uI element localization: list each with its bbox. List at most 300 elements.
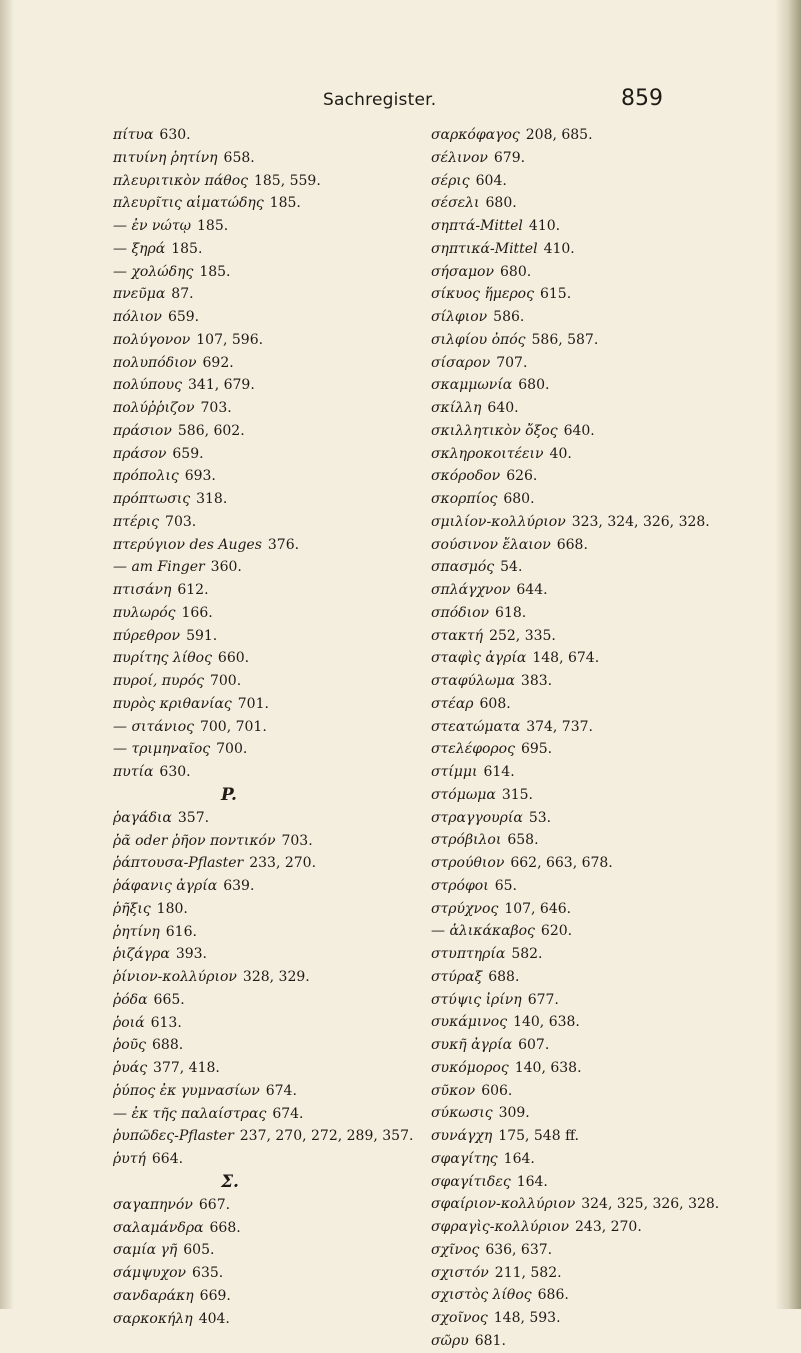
index-entry	[431, 1011, 771, 1034]
page-references: 680.	[503, 491, 535, 507]
page-references: 605.	[183, 1242, 215, 1259]
page-references: 140, 638.	[514, 1059, 582, 1076]
index-entry	[113, 761, 413, 784]
index-entry	[113, 1194, 413, 1217]
index-entry	[431, 1307, 771, 1330]
page-references: 175, 548 ff.	[498, 1128, 579, 1144]
index-entry	[113, 1125, 413, 1148]
index-term: σχιστόν	[431, 1264, 489, 1281]
page-references: 376.	[267, 536, 300, 553]
page-references: 700.	[209, 673, 242, 689]
page-references: 586, 587.	[531, 331, 599, 348]
index-term: ῥῆξις	[113, 900, 151, 917]
index-entry	[431, 1080, 771, 1103]
index-term: σφραγὶς-κολλύριον	[431, 1219, 569, 1235]
page-references: 315.	[501, 786, 533, 803]
index-term: σέλινον	[431, 149, 488, 166]
index-term: στρόβιλοι	[431, 832, 502, 849]
index-entry	[431, 124, 771, 147]
index-entry	[113, 215, 413, 238]
index-term: σαμία γῆ	[113, 1242, 178, 1259]
index-term: σίκυος ἥμερος	[431, 286, 534, 303]
index-term: — am Finger	[113, 559, 205, 576]
page-references: 586.	[493, 309, 525, 325]
page-references: 324, 325, 326, 328.	[581, 1196, 720, 1213]
page-references: 658.	[507, 832, 539, 849]
page-references: 410.	[543, 240, 575, 257]
page-references: 701.	[237, 695, 269, 712]
index-entry	[113, 329, 413, 352]
index-entry	[431, 693, 771, 716]
index-entry	[431, 465, 771, 488]
page-references: 626.	[506, 468, 538, 485]
index-term: ῥᾶ oder ῥῆον ποντικόν	[113, 832, 276, 849]
index-term: πύρεθρον	[113, 627, 181, 644]
index-entry	[431, 579, 771, 602]
index-entry	[113, 1148, 413, 1171]
index-entry	[431, 1239, 771, 1262]
page-references: 612.	[177, 582, 209, 598]
index-entry	[113, 488, 413, 511]
index-term: σταφύλωμα	[431, 673, 515, 689]
page-references: 703.	[165, 513, 197, 530]
page-references: 65.	[494, 877, 517, 894]
index-entry	[113, 1012, 413, 1035]
index-entry	[431, 215, 771, 238]
page-references: 185, 559.	[253, 172, 321, 189]
index-term: πρόπτωσις	[113, 491, 191, 507]
page-references: 703.	[200, 400, 232, 416]
index-term: πτερύγιον des Auges	[113, 536, 262, 553]
index-entry	[431, 397, 771, 420]
page-references: 659.	[167, 309, 200, 325]
index-entry	[113, 192, 413, 215]
page-references: 674.	[265, 1082, 297, 1099]
index-term: ῥοῦς	[113, 1037, 147, 1054]
page-references: 607.	[518, 1037, 550, 1053]
index-term: σφαγίτης	[431, 1150, 498, 1167]
index-entry	[431, 647, 771, 670]
index-term: πυρίτης λίθος	[113, 650, 212, 667]
index-term: σῶρυ	[431, 1332, 469, 1349]
index-entry	[431, 875, 771, 898]
index-term: σανδαράκη	[113, 1287, 194, 1304]
index-entry	[113, 625, 413, 648]
page-references: 693.	[184, 468, 216, 485]
index-term: ῥοιά	[113, 1014, 145, 1031]
index-term: πνεῦμα	[113, 286, 166, 303]
index-entry	[431, 511, 771, 534]
page-references: 618.	[495, 604, 527, 621]
index-term: σκίλλη	[431, 400, 482, 416]
index-term: — ἁλικάκαβος	[431, 923, 535, 940]
index-entry	[113, 852, 413, 875]
index-term: ῥίνιον-κολλύριον	[113, 969, 237, 985]
index-entry	[431, 306, 771, 329]
page-references: 644.	[516, 582, 548, 598]
page-references: 667.	[198, 1196, 231, 1213]
index-term: σάμψυχον	[113, 1265, 187, 1281]
page-references: 309.	[498, 1105, 530, 1122]
index-entry	[113, 1103, 413, 1126]
index-term: πολύῤῥιζον	[113, 400, 195, 416]
index-term: πτισάνη	[113, 582, 172, 598]
page-references: 680.	[518, 377, 550, 394]
index-entry	[431, 625, 771, 648]
page-references: 582.	[511, 946, 543, 962]
index-entry	[113, 1217, 413, 1240]
index-entry	[113, 647, 413, 670]
index-term: στυπτηρία	[431, 946, 506, 962]
index-entry	[113, 602, 413, 625]
index-term: σιλφίου ὀπός	[431, 331, 526, 348]
page-references: 383.	[520, 673, 553, 689]
index-term: πολύγονον	[113, 331, 191, 348]
index-entry	[431, 261, 771, 284]
index-term: συκῆ ἀγρία	[431, 1037, 513, 1053]
index-entry	[431, 147, 771, 170]
index-entry	[431, 761, 771, 784]
page-references: 404.	[198, 1310, 230, 1327]
page-references: 164.	[516, 1173, 548, 1190]
page-references: 662, 663, 678.	[510, 855, 613, 871]
running-title: Sachregister.	[323, 90, 437, 110]
index-term: σπόδιον	[431, 604, 490, 621]
page-gutter-shadow	[0, 0, 14, 1309]
index-term: — τριμηναῖος	[113, 741, 211, 758]
page-references: 707.	[496, 354, 528, 371]
page-references: 211, 582.	[494, 1264, 562, 1281]
index-entry	[113, 443, 413, 466]
page-references: 660.	[217, 650, 250, 667]
index-term: συνάγχη	[431, 1128, 493, 1144]
index-term: ῥιζάγρα	[113, 946, 170, 963]
index-term: σαρκοκήλη	[113, 1310, 193, 1327]
index-entry	[431, 1262, 771, 1285]
index-entry	[113, 147, 413, 170]
index-term: πλευριτικὸν πάθος	[113, 172, 248, 189]
index-entry	[113, 898, 413, 921]
page-references: 640.	[563, 422, 595, 439]
index-entry	[113, 124, 413, 147]
page-references: 87.	[171, 286, 194, 303]
index-term: σχοῖνος	[431, 1310, 488, 1326]
index-entry	[431, 352, 771, 375]
index-term: στύραξ	[431, 968, 483, 985]
index-term: — χολώδης	[113, 263, 194, 280]
index-entry	[431, 1057, 771, 1080]
index-entry	[431, 556, 771, 579]
page-references: 668.	[209, 1219, 241, 1236]
index-term: πτέρις	[113, 513, 160, 530]
index-term: σχῖνος	[431, 1241, 480, 1258]
letter-heading: P.	[221, 784, 237, 805]
index-entry	[431, 898, 771, 921]
page-header	[0, 84, 801, 124]
index-entry	[431, 329, 771, 352]
index-term: σηπτικά-Mittel	[431, 240, 538, 257]
index-term: στεατώματα	[431, 718, 521, 735]
index-entry	[431, 374, 771, 397]
page-references: 695.	[520, 741, 553, 758]
page-references: 680.	[500, 263, 532, 280]
page-references: 700.	[216, 741, 248, 758]
index-entry	[113, 261, 413, 284]
index-entry	[113, 397, 413, 420]
page-references: 374, 737.	[526, 718, 593, 735]
page-references: 318.	[196, 491, 228, 507]
index-term: πρόπολις	[113, 468, 179, 485]
index-entry	[431, 966, 771, 989]
index-entry	[113, 921, 413, 944]
index-term: σφαγίτιδες	[431, 1173, 511, 1190]
index-term: σπασμός	[431, 559, 495, 576]
index-entry	[431, 602, 771, 625]
page-references: 608.	[479, 695, 511, 712]
index-term: ῥυπῶδες-Pflaster	[113, 1128, 234, 1145]
index-entry	[113, 306, 413, 329]
page-references: 208, 685.	[525, 127, 593, 143]
index-term: στίμμι	[431, 764, 478, 780]
page-references: 377, 418.	[153, 1060, 220, 1076]
index-term: ῥητίνη	[113, 923, 160, 940]
page-references: 700, 701.	[199, 718, 267, 735]
index-entry	[431, 807, 771, 830]
index-term: στρόφοι	[431, 877, 489, 894]
page-references: 107, 646.	[504, 900, 572, 917]
index-term: συκάμινος	[431, 1014, 508, 1031]
index-term: σμιλίον-κολλύριον	[431, 513, 566, 530]
index-entry	[431, 192, 771, 215]
index-entry	[431, 1171, 771, 1194]
page-references: 620.	[540, 923, 573, 940]
index-entry	[431, 1284, 771, 1307]
page-references: 148, 593.	[493, 1310, 561, 1326]
page-references: 639.	[223, 878, 255, 894]
page-references: 664.	[151, 1151, 184, 1167]
page-references: 185.	[197, 218, 229, 234]
page-references: 591.	[186, 627, 218, 644]
page-references: 140, 638.	[513, 1014, 580, 1031]
page-references: 53.	[528, 809, 552, 826]
index-term: ῥαγάδια	[113, 809, 172, 826]
letter-heading: Σ.	[221, 1171, 239, 1192]
index-term: — ξηρά	[113, 240, 166, 257]
index-term: ῥάπτουσα-Pflaster	[113, 855, 244, 872]
index-entry	[431, 1216, 771, 1239]
page-edge-shadow	[775, 0, 801, 1309]
page-references: 360.	[210, 559, 242, 576]
page-references: 164.	[503, 1150, 535, 1167]
index-term: πόλιον	[113, 309, 162, 325]
index-entry	[113, 807, 413, 830]
index-term: ῥυτή	[113, 1151, 146, 1167]
index-entry	[431, 1148, 771, 1171]
page-references: 659.	[172, 445, 204, 462]
page-references: 185.	[171, 240, 203, 257]
index-term: σίσαρον	[431, 354, 491, 371]
page-references: 636, 637.	[485, 1241, 553, 1258]
page-references: 677.	[527, 991, 559, 1008]
page-references: 185.	[269, 195, 301, 212]
page-references: 688.	[152, 1037, 184, 1054]
page-references: 665.	[153, 991, 185, 1008]
page-references: 40.	[549, 445, 572, 462]
page-references: 233, 270.	[249, 855, 317, 872]
index-term: πυρὸς κριθανίας	[113, 695, 232, 712]
index-term: σῦκον	[431, 1082, 476, 1099]
index-term: πλευρῖτις αἱματώδης	[113, 195, 264, 212]
index-entry	[431, 852, 771, 875]
page-references: 341, 679.	[188, 377, 255, 394]
index-term: σέρις	[431, 172, 470, 189]
index-entry	[113, 693, 413, 716]
index-entry	[113, 556, 413, 579]
page-references: 668.	[556, 536, 588, 553]
index-entry	[431, 420, 771, 443]
page-references: 674.	[272, 1105, 304, 1122]
page-references: 630.	[159, 764, 191, 780]
page-references: 615.	[539, 286, 572, 303]
page-references: 328, 329.	[242, 969, 310, 985]
index-entry	[431, 738, 771, 761]
index-term: σπλάγχνον	[431, 582, 511, 598]
index-entry	[431, 784, 771, 807]
index-term: στραγγουρία	[431, 809, 523, 826]
index-entry	[431, 1034, 771, 1057]
index-entry	[431, 238, 771, 261]
index-entry	[113, 1239, 413, 1262]
index-entry	[431, 170, 771, 193]
page-references: 680.	[485, 195, 517, 212]
index-entry	[113, 1034, 413, 1057]
index-entry	[431, 283, 771, 306]
page-number: 859	[621, 86, 663, 111]
index-column-right	[431, 124, 771, 1353]
index-entry	[113, 511, 413, 534]
page-references: 180.	[156, 900, 188, 917]
index-entry	[113, 875, 413, 898]
index-term: πολύπους	[113, 377, 182, 394]
index-entry	[113, 716, 413, 739]
index-term: σηπτά-Mittel	[431, 218, 523, 234]
page-references: 148, 674.	[532, 650, 600, 667]
page-references: 640.	[487, 400, 519, 416]
page-references: 686.	[537, 1287, 569, 1304]
index-entry	[431, 534, 771, 557]
index-entry	[113, 1080, 413, 1103]
index-term: σούσινον ἔλαιον	[431, 536, 551, 553]
index-term: σταφὶς ἀγρία	[431, 650, 527, 667]
page-references: 613.	[150, 1014, 182, 1031]
index-entry	[113, 534, 413, 557]
page-references: 669.	[199, 1287, 231, 1304]
index-entry	[113, 420, 413, 443]
page-references: 688.	[488, 968, 520, 985]
index-term: συκόμορος	[431, 1059, 509, 1076]
page-references: 614.	[483, 764, 515, 780]
page-references: 681.	[474, 1332, 506, 1349]
index-term: σαλαμάνδρα	[113, 1219, 204, 1236]
index-entry	[431, 943, 771, 966]
page-references: 692.	[202, 354, 234, 371]
index-term: πιτυίνη ῥητίνη	[113, 149, 218, 166]
index-entry	[113, 1308, 413, 1331]
index-entry	[113, 352, 413, 375]
index-term: σαρκόφαγος	[431, 127, 520, 143]
index-term: πίτυα	[113, 127, 154, 143]
page-references: 393.	[175, 946, 207, 963]
page-references: 679.	[493, 149, 526, 166]
page-references: 185.	[199, 263, 231, 280]
index-entry	[113, 283, 413, 306]
index-term: στέαρ	[431, 695, 474, 712]
index-term: σκορπίος	[431, 491, 498, 507]
page-references: 630.	[159, 127, 191, 143]
index-entry	[113, 1285, 413, 1308]
page-references: 107, 596.	[196, 331, 264, 348]
index-entry	[431, 1193, 771, 1216]
index-term: στακτή	[431, 627, 484, 644]
index-term: σκιλλητικὸν ὄξος	[431, 422, 558, 439]
index-term: στόμωμα	[431, 786, 496, 803]
index-entry	[113, 966, 413, 989]
index-term: σκαμμωνία	[431, 377, 513, 394]
index-term: ῥάφανις ἀγρία	[113, 878, 218, 894]
index-entry	[113, 989, 413, 1012]
page-references: 616.	[165, 923, 197, 940]
index-term: πυλωρός	[113, 604, 176, 621]
index-term: σφαίριον-κολλύριον	[431, 1196, 576, 1213]
index-entry	[113, 579, 413, 602]
index-entry	[431, 829, 771, 852]
index-entry	[431, 1330, 771, 1353]
index-entry	[113, 170, 413, 193]
index-entry	[113, 738, 413, 761]
page-references: 237, 270, 272, 289, 357.	[239, 1128, 414, 1145]
index-term: στύψις ἰρίνη	[431, 991, 522, 1008]
index-entry	[431, 670, 771, 693]
index-term: πράσιον	[113, 422, 172, 439]
page-references: 252, 335.	[489, 627, 556, 644]
index-term: στρούθιον	[431, 855, 505, 871]
index-term: στρύχνος	[431, 900, 499, 917]
page-references: 604.	[475, 172, 507, 189]
page-references: 357.	[177, 809, 210, 826]
index-term: σέσελι	[431, 195, 480, 212]
index-entry	[431, 1125, 771, 1148]
index-term: πυροί, πυρός	[113, 673, 204, 689]
page-references: 703.	[281, 832, 313, 849]
page-references: 586, 602.	[177, 422, 245, 439]
index-term: ῥύπος ἐκ γυμνασίων	[113, 1082, 260, 1099]
index-term: ῥόδα	[113, 991, 148, 1008]
index-entry	[113, 830, 413, 853]
index-term: πολυπόδιον	[113, 354, 197, 371]
page-references: 166.	[181, 604, 213, 621]
page-references: 243, 270.	[575, 1219, 642, 1235]
index-term: σαγαπηνόν	[113, 1196, 193, 1213]
index-term: — σιτάνιος	[113, 718, 194, 735]
index-term: σκόροδον	[431, 468, 501, 485]
page-references: 54.	[500, 559, 523, 576]
index-entry	[113, 374, 413, 397]
index-entry	[431, 920, 771, 943]
index-term: — ἐκ τῆς παλαίστρας	[113, 1105, 267, 1122]
page-references: 658.	[223, 149, 255, 166]
index-term: σήσαμον	[431, 263, 494, 280]
index-term: πυτία	[113, 764, 154, 780]
